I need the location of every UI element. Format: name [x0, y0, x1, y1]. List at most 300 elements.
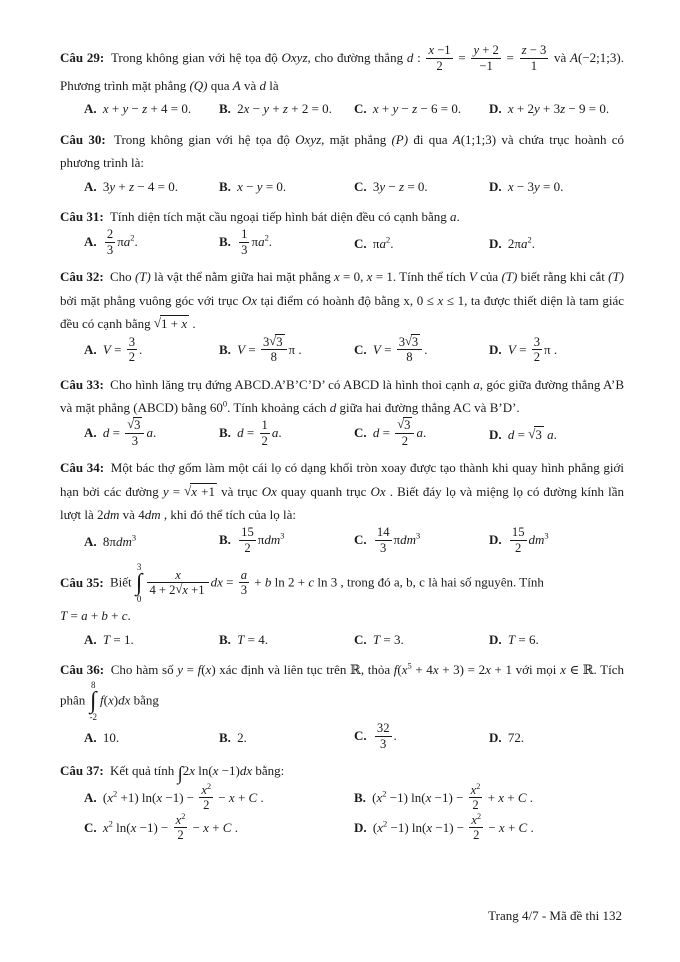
option-letter: B.: [219, 631, 235, 647]
option-letter: C.: [354, 341, 370, 357]
superscript: 2: [385, 234, 391, 245]
integral-glyph: ∫: [177, 763, 183, 785]
radicand: 3: [134, 418, 141, 433]
math-variable: x: [425, 789, 432, 805]
math-variable: y: [534, 101, 540, 117]
option-letter: A.: [84, 729, 100, 745]
math-variable: a: [379, 235, 386, 251]
math-variable: V: [102, 341, 111, 357]
fraction-denominator: 3: [125, 433, 144, 449]
math-variable: x: [205, 662, 212, 678]
math-variable: z: [282, 101, 288, 117]
integral-upper-limit: 3: [136, 562, 142, 573]
math-variable: x: [102, 819, 109, 835]
math-variable: z: [560, 101, 566, 117]
fraction-denominator: 2: [469, 827, 483, 843]
page-footer: [488, 908, 622, 924]
math-variable: x: [437, 292, 444, 308]
math-variable: d: [329, 399, 337, 415]
fraction-denominator: 2: [510, 540, 527, 556]
fraction-numerator: [239, 568, 249, 583]
math-variable: z: [399, 178, 405, 194]
option-letter: D.: [489, 341, 505, 357]
math-variable: a: [450, 208, 457, 224]
radical-sign: √: [528, 425, 536, 441]
math-variable: x: [498, 819, 505, 835]
math-variable: x: [228, 789, 235, 805]
radical-sign: √: [153, 315, 161, 331]
square-root: [154, 316, 189, 331]
fraction: [105, 227, 115, 257]
option-letter: A.: [84, 789, 100, 805]
question-31: [60, 205, 624, 258]
option-letter: C.: [354, 532, 370, 548]
fraction-numerator: 32: [376, 721, 390, 736]
question-36-option-B: B. 2.: [219, 729, 247, 745]
question-37: [60, 759, 624, 844]
math-variable: f: [197, 662, 202, 678]
math-variable: dm: [400, 532, 416, 548]
math-variable: T: [60, 608, 68, 624]
question-36-option-A: A. 10.: [84, 729, 120, 745]
math-variable: x: [471, 812, 477, 827]
question-34-option-D: [489, 526, 624, 556]
fraction: [260, 418, 270, 448]
math-variable: y: [534, 178, 540, 194]
fraction-denominator: 2: [199, 797, 213, 813]
question-34-option-A: A. 8πdm$^3$: [84, 532, 137, 549]
question-30: [60, 128, 624, 198]
question-30-option-A: A. 3y + z − 4 = 0.: [84, 178, 178, 194]
math-variable: dx: [239, 763, 253, 779]
math-variable: y: [109, 178, 116, 194]
question-32: [60, 265, 624, 365]
math-variable: y: [392, 101, 399, 117]
math-variable: y: [263, 101, 270, 117]
question-30-stem: Câu 30: Trong không gian với hệ tọa độ Oxyz, mặt phẳng (P) đi qua A(1;1;3) và chứa trục hoành có phương trình là:: [60, 131, 625, 171]
option-letter: D.: [489, 101, 505, 117]
fraction: [469, 813, 483, 843]
math-variable: a: [271, 425, 279, 441]
math-variable: C: [222, 819, 232, 835]
questions-list: [60, 44, 624, 844]
question-37-option-C: C. $x^2$ ln(x −1) − $\frac{x^2}{2}$ − x + C .: [84, 811, 238, 843]
question-33-option-A: A. d = $\frac{√3}{3}$ a.: [84, 417, 157, 448]
math-variable: a: [520, 235, 528, 251]
question-29-options: [60, 97, 624, 120]
superscript: 3: [544, 531, 549, 542]
fraction-denominator: 2: [426, 58, 452, 74]
fraction-denominator: 3: [375, 736, 392, 752]
math-variable: C: [248, 789, 258, 805]
math-variable: Oxyz: [295, 131, 322, 147]
option-letter: C.: [354, 728, 370, 744]
fraction-numerator: 3√3: [262, 333, 283, 349]
math-variable: b: [264, 574, 272, 590]
square-root: [175, 583, 206, 597]
fraction: [395, 418, 414, 448]
question-35-option-C: C. T = 3.: [354, 631, 404, 647]
fraction-numerator: [469, 783, 483, 798]
integral-upper-limit: 8: [91, 680, 96, 691]
question-33-option-C: C. d = $\frac{√3}{2}$ a.: [354, 417, 427, 448]
question-29-option-A: A. x + y − z + 4 = 0.: [84, 101, 192, 117]
math-variable: Oxyz: [281, 49, 308, 65]
square-root: [184, 484, 217, 499]
math-variable: c: [121, 608, 128, 624]
option-letter: A.: [84, 533, 100, 549]
math-variable: y: [162, 483, 169, 499]
integral-sign: [90, 681, 98, 722]
option-letter: A.: [84, 631, 100, 647]
math-variable: x: [203, 819, 209, 835]
fraction-numerator: [147, 568, 208, 583]
math-variable: x: [428, 43, 435, 57]
math-variable: z: [521, 43, 527, 57]
superscript: 2: [108, 818, 113, 829]
math-variable: Ox: [261, 483, 277, 499]
math-variable: y: [256, 178, 263, 194]
fraction: [199, 783, 213, 813]
question-30-option-D: D. x − 3y = 0.: [489, 178, 564, 194]
question-36-options: [60, 722, 624, 752]
fraction-numerator: [395, 418, 414, 433]
question-32-option-D: D. V = $\frac{3}{2}$ π .: [489, 334, 558, 365]
fraction-denominator: 2: [174, 827, 188, 843]
math-variable: a: [473, 376, 480, 392]
option-letter: D.: [489, 729, 505, 745]
math-variable: dm: [528, 532, 545, 548]
question-33: [60, 373, 624, 450]
fraction-denominator: 3: [241, 242, 248, 257]
question-30-option-B: B. x − y = 0.: [219, 178, 287, 194]
math-variable: A: [570, 49, 578, 65]
math-variable: a: [81, 608, 88, 624]
math-variable: dm: [144, 507, 161, 523]
question-34: [60, 456, 624, 556]
fraction: [239, 227, 249, 257]
option-letter: A.: [84, 178, 100, 194]
question-34-options: [60, 526, 624, 556]
fraction: [469, 783, 483, 813]
math-variable: x: [560, 662, 566, 678]
question-33-options: [60, 419, 624, 449]
math-variable: (T): [134, 269, 151, 285]
math-variable: d: [259, 78, 267, 93]
question-31-stem: Câu 31: Tính diện tích mặt cầu ngoại tiếp hình bát diện đều có cạnh bằng a.: [60, 208, 460, 224]
fraction-denominator: 3: [106, 242, 114, 257]
question-29-option-B: B. 2x − y + z + 2 = 0.: [219, 101, 332, 117]
math-variable: Ox: [370, 483, 386, 499]
math-variable: x: [156, 789, 163, 805]
math-variable: d: [237, 425, 244, 441]
option-letter: A.: [84, 234, 100, 250]
square-root: [397, 418, 412, 432]
question-number: Câu 37:: [60, 763, 107, 779]
question-number: Câu 36:: [60, 662, 108, 678]
option-letter: C.: [354, 631, 370, 647]
math-variable: x: [175, 812, 182, 827]
math-variable: a: [258, 234, 265, 250]
math-variable: c: [308, 574, 315, 590]
question-35-option-D: D. T = 6.: [489, 631, 539, 647]
fraction: [375, 525, 392, 555]
math-variable: Ox: [241, 292, 257, 308]
fraction-denominator: 4 + 2√x +1: [147, 582, 208, 598]
superscript: 3: [131, 532, 137, 543]
fraction-numerator: z − 3: [521, 43, 547, 57]
math-variable: V: [372, 341, 381, 357]
radicand: 3: [535, 426, 542, 442]
question-35-option-A: A. T = 1.: [84, 631, 134, 647]
option-letter: D.: [489, 426, 505, 442]
radicand: 1 + x: [161, 316, 188, 332]
superscript: 2: [527, 234, 532, 245]
math-variable: A: [452, 131, 461, 147]
fraction-numerator: 15: [241, 525, 254, 540]
superscript: 2: [382, 788, 387, 799]
math-variable: x: [432, 662, 439, 678]
math-variable: x: [212, 763, 219, 779]
math-variable: x: [237, 178, 243, 194]
question-33-stem: Câu 33: Cho hình lăng trụ đứng ABCD.A’B’C’D’ có ABCD là hình thoi cạnh a, góc giữa đường thẳng A’B và mặt phẳng (ABCD) bằng $60^0$. Tính khoảng cách d giữa hai đường thẳng AC và B’D’.: [60, 376, 625, 415]
math-variable: b: [101, 608, 108, 624]
math-variable: y: [177, 662, 183, 678]
radicand: 3: [276, 334, 283, 349]
radicand: x +1: [191, 483, 215, 499]
math-variable: x: [426, 819, 433, 835]
square-root: [528, 427, 544, 442]
question-35-options: [60, 628, 624, 651]
fraction: [174, 813, 188, 843]
option-letter: B.: [219, 178, 235, 194]
math-variable: x: [107, 789, 114, 805]
math-variable: x: [507, 178, 514, 194]
question-34-option-C: C. $\frac{14}{3}$ πdm$^3$: [354, 525, 421, 555]
option-letter: B.: [219, 532, 235, 548]
math-variable: x: [401, 662, 408, 678]
fraction-denominator: 3: [375, 540, 392, 556]
integral-glyph: ∫: [135, 570, 143, 597]
question-37-options: [60, 781, 624, 844]
option-letter: D.: [489, 235, 505, 251]
question-34-option-B: B. $\frac{15}{2}$ πdm$^3$: [219, 525, 285, 555]
fraction-denominator: 2: [261, 433, 268, 448]
fraction-numerator: 15: [511, 525, 525, 540]
question-29: [60, 44, 624, 121]
math-variable: d: [507, 426, 515, 442]
math-variable: C: [518, 819, 528, 835]
option-letter: B.: [219, 234, 235, 250]
radicand: 3: [411, 334, 419, 349]
radical-sign: √: [269, 333, 277, 348]
fraction: [532, 335, 542, 365]
math-variable: V: [468, 269, 477, 285]
math-variable: x: [498, 789, 504, 805]
math-variable: x: [366, 269, 373, 285]
question-32-options: [60, 333, 624, 366]
fraction: [147, 568, 208, 598]
math-variable: dm: [103, 507, 120, 523]
math-variable: x: [376, 789, 383, 805]
footer-text: Trang 4/7 - Mã đề thi 132: [488, 908, 622, 923]
question-32-option-C: C. V = $\frac{3√3}{8}$ .: [354, 333, 428, 365]
radicand: x +1: [182, 583, 205, 598]
math-variable: x: [175, 567, 181, 582]
integral-lower-limit: -2: [89, 712, 98, 723]
question-36-option-D: D. 72.: [489, 729, 525, 745]
question-35-option-B: B. T = 4.: [219, 631, 268, 647]
math-variable: (T): [608, 269, 624, 285]
question-number: Câu 29:: [60, 49, 108, 65]
fraction: [125, 418, 144, 448]
question-34-stem: Câu 34: Một bác thợ gốm làm một cái lọ có dạng khối tròn xoay được tạo thành khi quay hình phẳng giới hạn bởi các đường y = √x +1 và trục Ox quay quanh trục Ox . Biết đáy lọ và miệng lọ có đường kính lần lượt là 2dm và 4dm , khi đó thể tích của lọ là:: [60, 460, 625, 523]
fraction-denominator: 8: [397, 349, 423, 365]
question-35: [60, 563, 624, 651]
option-letter: A.: [84, 425, 100, 441]
math-variable: x: [201, 782, 207, 797]
math-variable: A: [232, 78, 241, 93]
fraction-denominator: 2: [128, 350, 135, 365]
option-letter: B.: [219, 101, 235, 117]
option-letter: D.: [489, 631, 505, 647]
fraction-numerator: 3: [128, 334, 135, 349]
superscript: 3: [280, 531, 285, 542]
fraction-denominator: 2: [395, 433, 414, 449]
math-variable: x: [191, 483, 198, 499]
question-32-option-A: A. V = $\frac{3}{2}$ .: [84, 334, 143, 365]
option-letter: C.: [354, 425, 370, 441]
option-letter: A.: [84, 101, 100, 117]
fraction-numerator: 2: [106, 227, 114, 242]
fraction-numerator: x −1: [428, 43, 451, 57]
superscript: 2: [476, 811, 482, 821]
option-letter: C.: [354, 235, 370, 251]
fraction-numerator: 3: [533, 334, 540, 349]
fraction-numerator: [469, 813, 483, 828]
option-letter: A.: [84, 341, 100, 357]
math-variable: x: [182, 583, 189, 598]
math-variable: d: [406, 49, 414, 65]
question-31-options: [60, 228, 624, 258]
superscript: 2: [264, 233, 269, 243]
radical-sign: √: [184, 482, 192, 498]
fraction: [471, 43, 500, 73]
fraction-numerator: [125, 418, 144, 433]
integral-lower-limit: 0: [136, 594, 142, 605]
math-variable: x: [108, 692, 114, 708]
question-37-option-B: B. $(x^2 -1)$ ln(x −1) − $\frac{x^2}{2}$ + x + C .: [354, 781, 533, 813]
option-letter: D.: [354, 819, 370, 835]
square-root: [405, 335, 420, 349]
math-variable: d: [372, 425, 380, 441]
radical-sign: √: [175, 582, 183, 597]
option-letter: B.: [219, 729, 235, 745]
math-variable: x: [333, 269, 340, 285]
math-variable: (P): [391, 131, 409, 147]
math-variable: y: [473, 43, 480, 57]
question-33-option-B: B. d = $\frac{1}{2}$ a.: [219, 418, 282, 448]
math-variable: x: [372, 101, 379, 117]
math-variable: a: [146, 425, 153, 441]
math-variable: V: [237, 341, 246, 357]
question-35-stem: Câu 35: Biết 3 ∫ 0 $\frac{x}{4 + 2√x +1}$ dx = $\frac{a}{3}$ + b ln 2 + c ln 3 , trong đó a, b, c là hai số nguyên. Tính T = a + b + c.: [60, 562, 544, 624]
question-32-stem: Câu 32: Cho (T) là vật thể nằm giữa hai mặt phẳng x = 0, x = 1. Tính thể tích V của (T) biết rằng khi cắt (T) bởi mặt phẳng vuông góc với trục Ox tại điểm có hoành độ bằng x, 0 ≤ x ≤ 1, ta được thiết diện là tam giác đều có cạnh bằng √1 + x .: [60, 269, 624, 332]
fraction: [239, 525, 256, 555]
math-variable: C: [517, 789, 527, 805]
math-variable: z: [129, 178, 135, 194]
square-root: [127, 418, 142, 432]
math-variable: (T): [501, 269, 518, 285]
math-variable: dm: [264, 532, 281, 548]
option-letter: C.: [354, 101, 370, 117]
option-letter: D.: [489, 532, 505, 548]
fraction-numerator: [199, 783, 213, 798]
math-variable: f: [100, 692, 104, 708]
fraction-denominator: −1: [471, 58, 500, 74]
math-variable: T: [237, 631, 245, 647]
superscript: 5: [407, 660, 412, 671]
math-variable: dx: [118, 692, 131, 708]
question-29-option-C: C. x + y − z − 6 = 0.: [354, 101, 462, 117]
question-31-option-D: D. $2\pi a^2$.: [489, 234, 535, 251]
question-31-option-A: A. $\frac{2}{3}$ $\pi a^2$.: [84, 227, 138, 257]
question-37-stem: Câu 37: Kết quả tính ∫2x ln(x −1)dx bằng:: [60, 763, 285, 785]
math-variable: T: [507, 631, 516, 647]
fraction: [510, 525, 527, 555]
question-number: Câu 34:: [60, 460, 108, 476]
integral-sign: [177, 763, 183, 785]
fraction: [375, 721, 392, 751]
math-variable: y: [379, 178, 386, 194]
option-letter: C.: [84, 819, 100, 835]
option-letter: D.: [489, 178, 505, 194]
math-variable: x: [130, 819, 137, 835]
radical-sign: √: [405, 333, 412, 348]
question-31-option-B: B. $\frac{1}{3}$ $\pi a^2$.: [219, 227, 273, 257]
fraction-numerator: 1: [241, 227, 248, 242]
question-29-stem: Câu 29: Trong không gian với hệ tọa độ Oxyz, cho đường thẳng d : $\frac{x -1}{2}$ = $\frac{y + 2}{-1}$ = $\frac{z - 3}{1}$ và A(−2;1;3). Phương trình mặt phẳng (Q) qua A và d là: [60, 43, 624, 93]
math-variable: d: [102, 425, 110, 441]
question-30-option-C: C. 3y − z = 0.: [354, 178, 428, 194]
integral-sign: [136, 563, 143, 604]
fraction-denominator: 2: [239, 540, 256, 556]
square-root: [269, 335, 284, 349]
option-letter: B.: [219, 341, 235, 357]
fraction: [520, 43, 549, 73]
math-variable: T: [102, 631, 111, 647]
fraction-denominator: 3: [240, 583, 248, 598]
question-number: Câu 31:: [60, 208, 107, 224]
fraction: [127, 335, 137, 365]
superscript: 2: [206, 781, 212, 791]
question-30-options: [60, 175, 624, 198]
fraction: [261, 335, 287, 365]
fraction-numerator: [174, 813, 188, 828]
math-variable: f: [393, 662, 398, 678]
question-number: Câu 32:: [60, 269, 108, 285]
superscript: 2: [181, 811, 186, 821]
math-variable: x: [181, 316, 188, 332]
math-variable: x: [189, 763, 195, 779]
fraction-denominator: 8: [261, 349, 287, 365]
question-36-stem: Câu 36: Cho hàm số y = f(x) xác định và liên tục trên ℝ, thỏa $f(x^5 + 4x + 3) = 2x + 1$ với mọi x ∈ ℝ. Tích phân 8 ∫ -2 f(x)dx bằng: [60, 660, 624, 723]
fraction-numerator: 1: [261, 418, 268, 433]
math-variable: (Q): [189, 78, 208, 93]
math-variable: a: [123, 234, 131, 250]
math-variable: x: [377, 819, 384, 835]
superscript: 2: [383, 818, 388, 829]
